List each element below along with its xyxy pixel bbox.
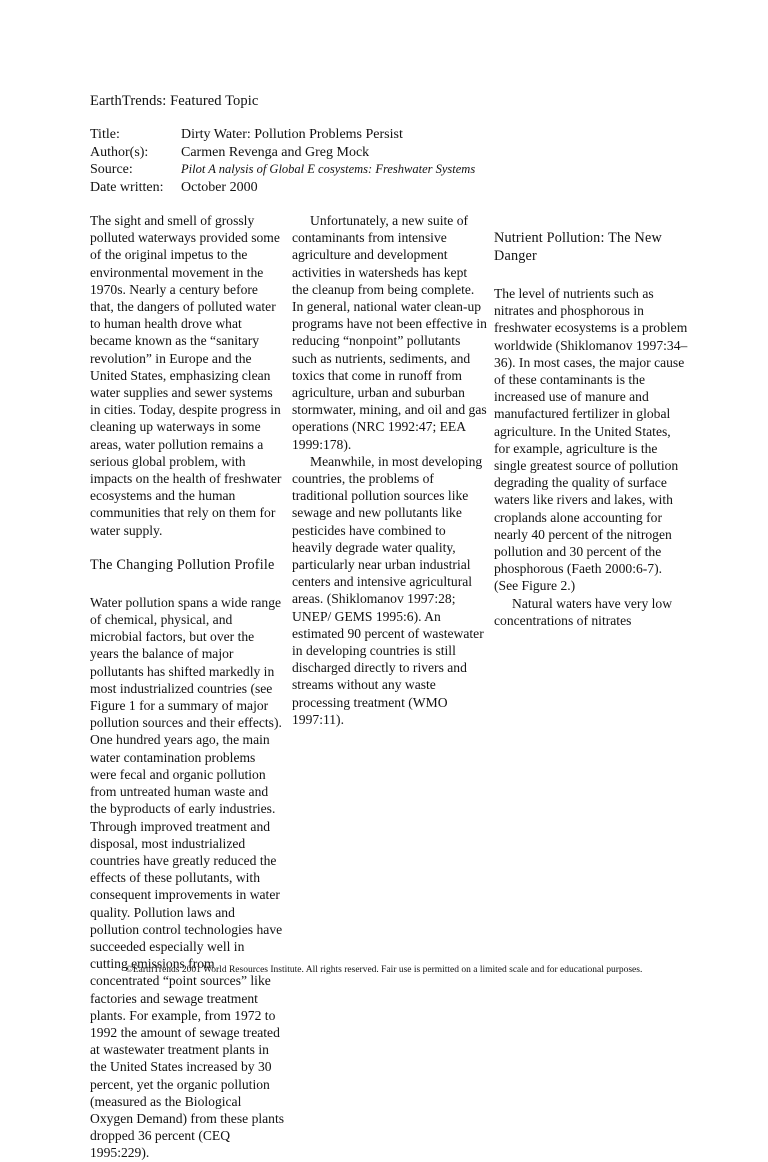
meta-date-value: October 2000 xyxy=(181,179,258,195)
body-paragraph: Meanwhile, in most developing countries, the problems of traditional pollution sources like sewage and new pollutants like pesticides have combined to heavily degrade water quality, particularly near urban industrial centers and intensive agricultural areas. (Shiklomanov 1997:28; UNEP/ GEMS 1995:6). An estimated 90 percent of wastewater in developing countries is still discharged directly to rivers and streams without any waste processing treatment (WMO 1997:11). xyxy=(292,453,484,727)
document-metadata xyxy=(90,126,475,196)
body-paragraph: Unfortunately, a new suite of contaminants from intensive agriculture and development activities in watersheds has kept the cleanup from being complete. In general, national water clean-up programs have not been effective in reducing “nonpoint” pollutants such as nutrients, sediments, and toxics that come in runoff from agriculture, urban and suburban stormwater, mining, and oil and gas operations (NRC 1992:47; EEA 1999:178). xyxy=(292,213,487,452)
body-paragraph: The level of nutrients such as nitrates and phosphorous in freshwater ecosystems is a problem worldwide (Shiklomanov 1997:34–36). In most cases, the major cause of these contaminants is the increased use of manure and manufactured fertilizer in global agriculture. In the United States, for example, agriculture is the single greatest source of pollution degrading the quality of surface waters like rivers and lakes, with croplands alone accounting for nearly 40 percent of the nitrogen pollution and 30 percent of the phosphorous (Faeth 2000:6-7). (See Figure 2.) xyxy=(494,286,688,594)
meta-title-value: Dirty Water: Pollution Problems Persist xyxy=(181,127,403,142)
section-heading: The Changing Pollution Profile xyxy=(90,556,275,573)
body-paragraph: The sight and smell of grossly polluted waterways provided some of the original impetus to the environmental movement in the 1970s. Nearly a century before that, the dangers of polluted water to human health drove what became known as the “sanitary revolution” in Europe and the United States, emphasizing clean water supplies and sewer systems in cities. Today, despite progress in cleaning up waterways in some areas, water pollution remains a serious global problem, with impacts on the health of freshwater ecosystems and the human communities that rely on them for water supply. xyxy=(90,213,282,538)
meta-title-label: Title: xyxy=(90,127,120,142)
text-column-2 xyxy=(292,212,487,728)
meta-date-label: Date written: xyxy=(90,179,164,195)
meta-authors-value: Carmen Revenga and Greg Mock xyxy=(181,144,370,160)
page-header: EarthTrends: Featured Topic xyxy=(90,93,259,109)
body-paragraph: Natural waters have very low concentrations of nitrates xyxy=(494,595,673,628)
meta-date-row xyxy=(90,179,475,197)
meta-source-row xyxy=(90,161,475,179)
meta-authors-label: Author(s): xyxy=(90,144,149,160)
text-column-1 xyxy=(90,212,285,1162)
copyright-footer: ©EarthTrends 2001 World Resources Institute. All rights reserved. Fair use is permitted on a limited scale and for educational purposes. xyxy=(125,965,643,975)
meta-title-row xyxy=(90,126,475,144)
meta-source-label: Source: xyxy=(90,162,133,177)
body-paragraph: Water pollution spans a wide range of chemical, physical, and microbial factors, but over the years the balance of major pollutants has shifted markedly in most industrialized countries (see Figure 1 for a summary of major pollution sources and their effects). One hundred years ago, the main water contamination problems were fecal and organic pollution from untreated human waste and the byproducts of early industries. Through improved treatment and disposal, most industrialized countries have greatly reduced the effects of these pollutants, with consequent improvements in water quality. Pollution laws and pollution control technologies have succeeded especially well in cutting emissions from concentrated “point sources” like factories and sewage treatment plants. For example, from 1972 to 1992 the amount of sewage treated at wastewater treatment plants in the United States increased by 30 percent, yet the organic pollution (measured as the Biological Oxygen Demand) from these plants dropped 36 percent (CEQ 1995:229). xyxy=(90,594,285,1161)
text-column-3 xyxy=(494,212,689,629)
meta-source-value: Pilot A nalysis of Global E cosystems: Freshwater Systems xyxy=(181,162,476,176)
section-heading: Nutrient Pollution: The New Danger xyxy=(494,230,662,264)
meta-authors-row xyxy=(90,144,475,162)
